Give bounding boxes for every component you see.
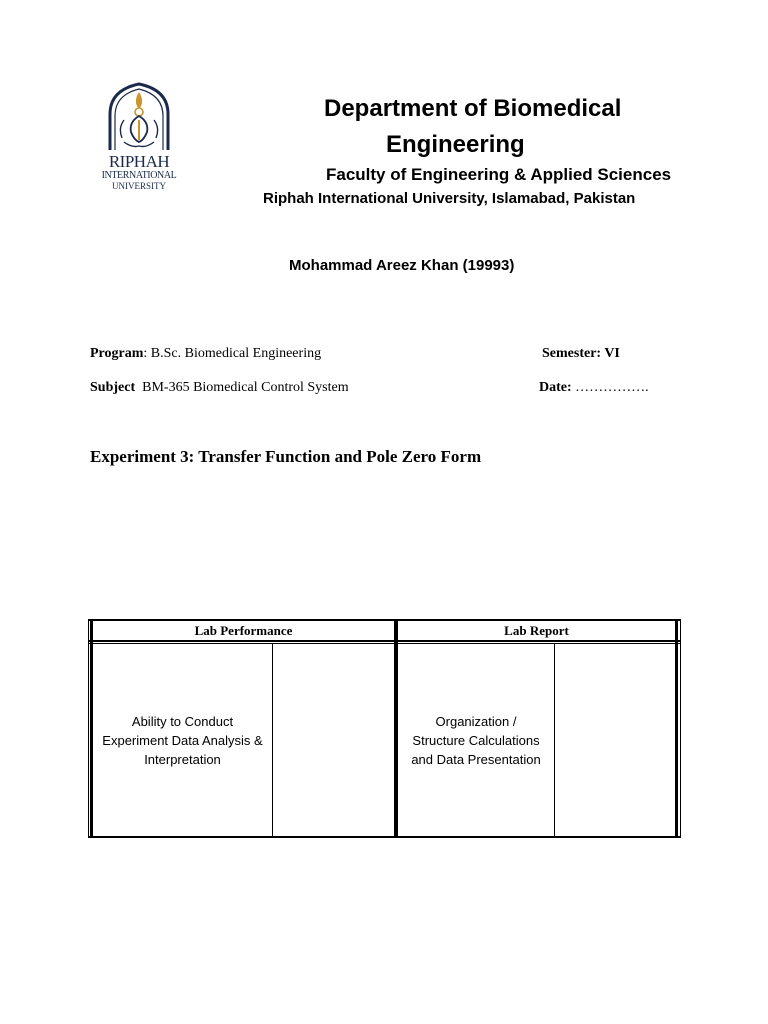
program-label: Program — [90, 346, 144, 361]
student-name: Mohammad Areez Khan (19993) — [289, 257, 515, 274]
table-border-bottom — [88, 836, 681, 838]
semester-line — [542, 346, 620, 362]
date-value: ……………. — [571, 380, 649, 395]
crest-emblem-icon — [96, 80, 182, 152]
criterion-line: Ability to Conduct — [131, 714, 234, 729]
header-lab-performance: Lab Performance — [194, 623, 293, 638]
subject-line — [90, 380, 349, 396]
program-value: : B.Sc. Biomedical Engineering — [143, 346, 322, 361]
table-border-left-outer — [88, 619, 89, 838]
date-label: Date: — [539, 380, 572, 395]
subject-label: Subject — [90, 380, 136, 395]
department-title-line2: Engineering — [386, 131, 525, 158]
program-line — [90, 346, 321, 362]
subject-value: BM-365 Biomedical Control System — [135, 380, 349, 395]
logo-text-riphah: RIPHAH — [108, 152, 170, 171]
header-lab-report: Lab Report — [504, 623, 569, 638]
semester-value: VI — [601, 346, 620, 361]
criterion-lab-performance — [93, 712, 272, 769]
criterion-lab-report — [398, 712, 554, 769]
score-cell-lab-report[interactable] — [555, 644, 675, 836]
department-title-line1: Department of Biomedical — [324, 95, 622, 122]
semester-label: Semester: — [542, 346, 602, 361]
criterion-line: Structure Calculations — [412, 733, 540, 748]
experiment-title: Experiment 3: Transfer Function and Pole Zero Form — [90, 447, 482, 466]
table-header-divider — [88, 640, 681, 642]
criterion-line: Interpretation — [144, 752, 221, 767]
criterion-line: and Data Presentation — [411, 752, 541, 767]
faculty-name: Faculty of Engineering & Applied Sciences — [326, 165, 672, 184]
logo-text-university: UNIVERSITY — [112, 181, 166, 189]
criterion-line: Experiment Data Analysis & — [102, 733, 263, 748]
table-border-right-outer — [680, 619, 681, 838]
university-name: Riphah International University, Islamabad, Pakistan — [263, 190, 636, 207]
date-line — [539, 380, 649, 396]
score-cell-lab-performance[interactable] — [273, 644, 394, 836]
table-border-right — [675, 619, 678, 838]
university-logo — [96, 80, 182, 192]
logo-text-international: INTERNATIONAL — [101, 170, 177, 181]
criterion-line: Organization / — [435, 714, 517, 729]
